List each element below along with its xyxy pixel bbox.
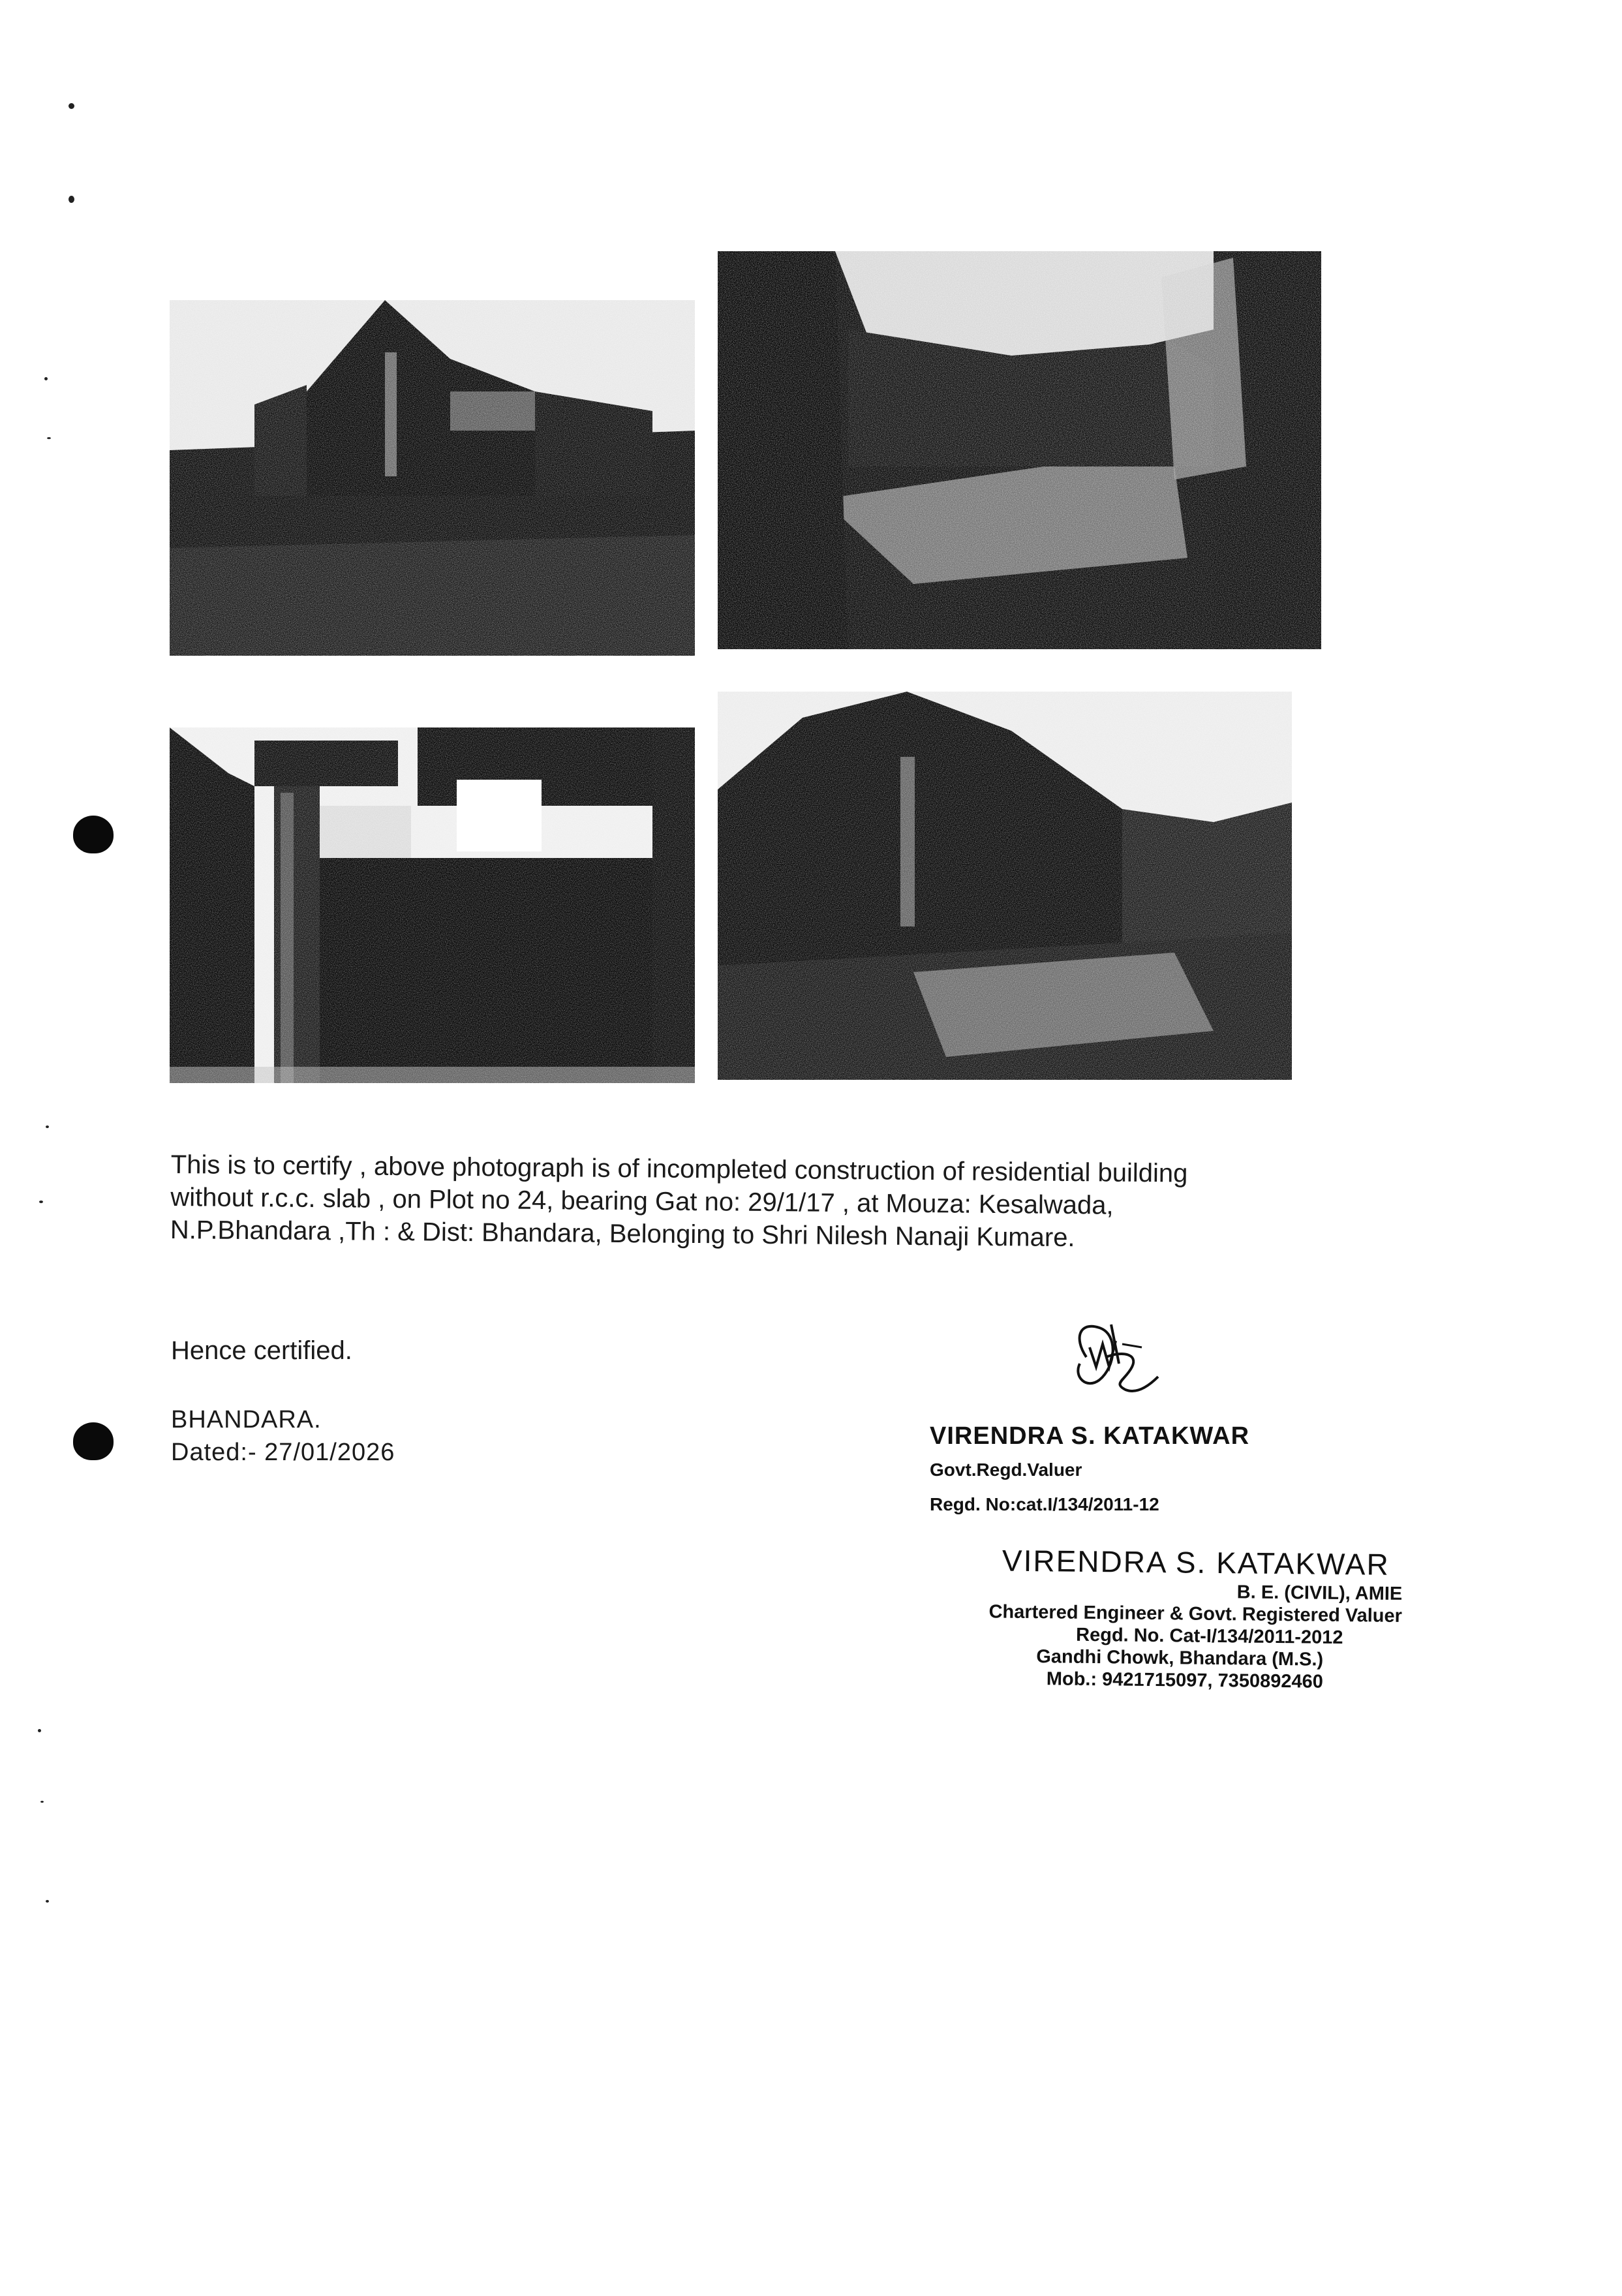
site-photo-1 bbox=[170, 300, 695, 656]
scan-speck bbox=[47, 437, 51, 439]
punch-hole bbox=[73, 816, 114, 853]
scan-speck bbox=[69, 103, 74, 109]
place-text: BHANDARA. bbox=[171, 1406, 322, 1433]
site-photo-2 bbox=[718, 251, 1321, 649]
handwritten-signature bbox=[1060, 1318, 1171, 1416]
scan-speck bbox=[44, 377, 48, 380]
punch-hole bbox=[73, 1422, 114, 1460]
site-photo-3 bbox=[170, 727, 695, 1083]
stamp-name: VIRENDRA S. KATAKWAR bbox=[1002, 1543, 1390, 1582]
closing-text: Hence certified. bbox=[171, 1336, 352, 1365]
site-photo-1-image bbox=[170, 300, 695, 656]
site-photo-4-image bbox=[718, 692, 1292, 1080]
site-photo-3-image bbox=[170, 727, 695, 1083]
scan-speck bbox=[39, 1201, 43, 1203]
signer-name: VIRENDRA S. KATAKWAR bbox=[930, 1422, 1250, 1450]
site-photo-2-image bbox=[718, 251, 1321, 649]
stamp-registration: Regd. No. Cat-I/134/2011-2012 bbox=[1075, 1624, 1343, 1649]
signer-registration: Regd. No:cat.I/134/2011-12 bbox=[930, 1494, 1159, 1514]
scan-speck bbox=[40, 1801, 44, 1803]
stamp-address: Gandhi Chowk, Bhandara (M.S.) bbox=[1036, 1646, 1324, 1670]
stamp-mobile: Mob.: 9421715097, 7350892460 bbox=[1046, 1668, 1323, 1692]
scan-speck bbox=[46, 1125, 49, 1128]
certificate-line-3: N.P.Bhandara ,Th : & Dist: Bhandara, Belonging to Shri Nilesh Nanaji Kumare. bbox=[170, 1215, 1075, 1253]
scan-speck bbox=[69, 196, 74, 203]
stamp-qualification: B. E. (CIVIL), AMIE bbox=[1236, 1582, 1403, 1604]
stamp-designation: Chartered Engineer & Govt. Registered Valuer bbox=[988, 1601, 1403, 1627]
valuer-stamp bbox=[958, 1542, 1403, 1694]
site-photo-4 bbox=[718, 692, 1292, 1080]
certificate-line-2: without r.c.c. slab , on Plot no 24, bearing Gat no: 29/1/17 , at Mouza: Kesalwada, bbox=[170, 1182, 1114, 1220]
dated-text: Dated:- 27/01/2026 bbox=[171, 1439, 395, 1466]
scan-speck bbox=[38, 1729, 41, 1732]
certificate-line-1: This is to certify , above photograph is of incompleted construction of residential building bbox=[170, 1150, 1188, 1188]
signer-title: Govt.Regd.Valuer bbox=[930, 1460, 1082, 1480]
certificate-text bbox=[170, 1148, 1306, 1256]
scan-speck bbox=[46, 1900, 49, 1903]
